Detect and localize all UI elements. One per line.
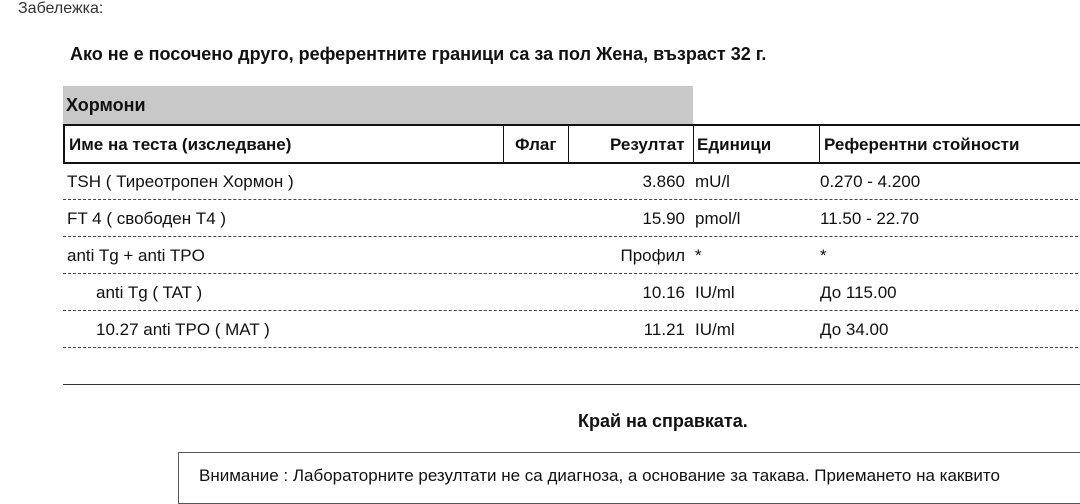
test-name: anti Tg ( TAT ) [96,283,203,302]
reference-value: 0.270 - 4.200 [820,172,921,191]
reference-value: До 34.00 [820,320,889,339]
result-value: Профил [620,246,685,265]
table-row [63,199,1080,237]
result-value: 15.90 [642,209,685,228]
column-divider [819,126,820,162]
warning-box [178,452,1080,504]
test-name: FT 4 ( свободен T4 ) [67,209,227,228]
column-divider [503,126,504,162]
reference-value: 11.50 - 22.70 [820,209,919,228]
note-label: Забележка: [18,0,104,17]
column-header-units: Единици [697,135,772,154]
column-divider [568,126,569,162]
section-title: Хормони [66,95,146,115]
units-value: pmol/l [695,209,741,228]
reference-note: Ако не е посочено друго, референтните граници са за пол Жена, възраст 32 г. [70,44,767,64]
column-header-reference: Референтни стойности [824,135,1020,154]
table-row [63,236,1080,274]
table-header [63,124,1080,164]
reference-value: * [820,246,827,265]
test-name: 10.27 anti TPO ( MAT ) [96,320,270,339]
result-value: 11.21 [643,320,685,339]
section-header [63,86,693,124]
result-value: 3.860 [642,172,685,191]
column-divider [693,126,694,162]
column-header-flag: Флаг [515,135,557,154]
column-header-result: Резултат [610,135,685,154]
end-of-report: Край на справката. [578,411,748,431]
warning-text: Внимание : Лабораторните резултати не са диагноза, а основание за такава. Приемането на каквито [199,466,1000,485]
reference-value: До 115.00 [820,283,897,302]
column-header-name: Име на теста (изследване) [69,135,292,154]
section-divider [63,384,1080,385]
units-value: IU/ml [695,320,735,339]
units-value: mU/l [695,172,730,191]
units-value: * [695,246,702,265]
result-value: 10.16 [642,283,685,302]
table-row [63,310,1080,348]
table-row [63,162,1080,200]
units-value: IU/ml [695,283,735,302]
table-row [63,273,1080,311]
test-name: TSH ( Тиреотропен Хормон ) [67,172,294,191]
test-name: anti Tg + anti TPO [67,246,205,265]
